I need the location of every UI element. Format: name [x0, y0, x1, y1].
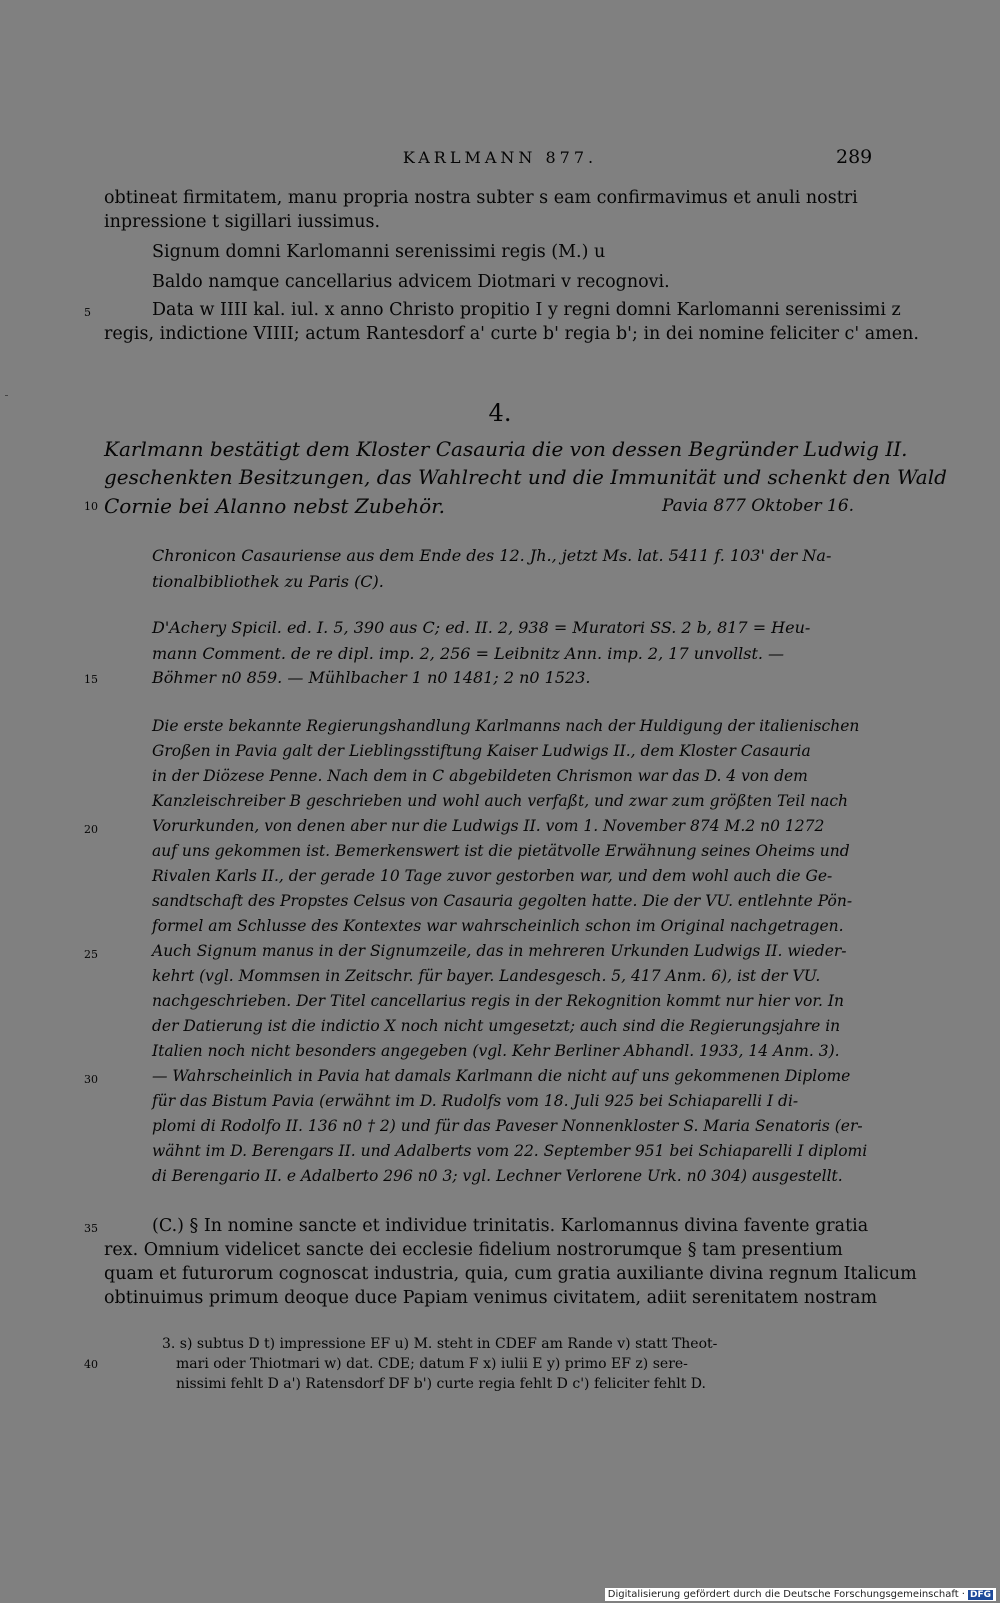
document-number: 4.	[488, 399, 512, 427]
commentary-line: di Berengario II. e Adalberto 296 n0 3; vgl. Lechner Verlorene Urk. n0 304) ausgestellt.	[152, 1167, 843, 1185]
commentary-line: Vorurkunden, von denen aber nur die Ludwigs II. vom 1. November 874 M.2 n0 1272	[152, 817, 825, 835]
signum-line: Signum domni Karlomanni serenissimi regis (M.) u	[152, 242, 606, 262]
margin-mark	[5, 395, 8, 396]
digitization-credit	[605, 1588, 996, 1601]
commentary-line: für das Bistum Pavia (erwähnt im D. Rudolfs vom 18. Juli 925 bei Schiaparelli I di-	[152, 1092, 799, 1110]
credit-text: Digitalisierung gefördert durch die Deutsche Forschungsgemeinschaft ·	[607, 1589, 965, 1600]
tradition-line-2: tionalbibliothek zu Paris (C).	[152, 572, 384, 591]
commentary-line: Rivalen Karls II., der gerade 10 Tage zuvor gestorben war, und dem wohl auch die Ge-	[152, 867, 833, 885]
recognition-line: Baldo namque cancellarius advicem Diotmari v recognovi.	[152, 272, 670, 292]
text-line-3: quam et futurorum cognoscat industria, quia, cum gratia auxiliante divina regnum Italicum	[104, 1264, 917, 1284]
line-number: 20	[84, 823, 98, 836]
commentary-line: Kanzleischreiber B geschrieben und wohl auch verfaßt, und zwar zum größten Teil nach	[152, 792, 849, 810]
commentary-line: Auch Signum manus in der Signumzeile, das in mehreren Urkunden Ludwigs II. wieder-	[152, 942, 847, 960]
running-title: KARLMANN 877.	[402, 148, 598, 167]
line-number: 25	[84, 948, 98, 961]
line-number: 40	[84, 1358, 98, 1371]
commentary-line: Italien noch nicht besonders angegeben (vgl. Kehr Berliner Abhandl. 1933, 14 Anm. 3).	[152, 1042, 840, 1060]
commentary-line: sandtschaft des Propstes Celsus von Casauria gegolten hatte. Die der VU. entlehnte Pön-	[152, 892, 853, 910]
dating-line-1: Data w IIII kal. iul. x anno Christo propitio I y regni domni Karlomanni serenissimi z	[152, 300, 901, 320]
prev-text-line-2: inpressione t sigillari iussimus.	[104, 212, 381, 232]
text-line-1: (C.) § In nomine sancte et individue trinitatis. Karlomannus divina favente gratia	[152, 1216, 869, 1236]
footnote-line-1: 3. s) subtus D t) impressione EF u) M. steht in CDEF am Rande v) statt Theot-	[162, 1336, 718, 1352]
date-place: Pavia 877 Oktober 16.	[662, 496, 855, 516]
prev-text-line-1: obtineat firmitatem, manu propria nostra subter s eam confirmavimus et anuli nostri	[104, 188, 858, 208]
dating-line-2: regis, indictione VIIII; actum Rantesdorf a' curte b' regia b'; in dei nomine feliciter c' amen.	[104, 324, 919, 344]
line-number: 10	[84, 500, 98, 513]
commentary-line: plomi di Rodolfo II. 136 n0 † 2) und für das Paveser Nonnenkloster S. Maria Senatoris (er-	[152, 1117, 863, 1135]
line-number: 5	[84, 306, 91, 319]
commentary-line: kehrt (vgl. Mommsen in Zeitschr. für bayer. Landesgesch. 5, 417 Anm. 6), ist der VU.	[152, 967, 821, 985]
commentary-line: formel am Schlusse des Kontextes war wahrscheinlich schon im Original nachgetragen.	[152, 917, 844, 935]
commentary-line: Die erste bekannte Regierungshandlung Karlmanns nach der Huldigung der italienischen	[152, 717, 860, 735]
commentary-line: — Wahrscheinlich in Pavia hat damals Karlmann die nicht auf uns gekommenen Diplome	[152, 1067, 851, 1085]
commentary-line: wähnt im D. Berengars II. und Adalberts vom 22. September 951 bei Schiaparelli I diplomi	[152, 1142, 868, 1160]
commentary-line: nachgeschrieben. Der Titel cancellarius regis in der Rekognition kommt nur hier vor. In	[152, 992, 845, 1010]
editions-line-2: mann Comment. de re dipl. imp. 2, 256 = Leibnitz Ann. imp. 2, 17 unvollst. —	[152, 644, 785, 663]
dfg-logo-icon: DFG	[969, 1589, 991, 1600]
regest-line-2: geschenkten Besitzungen, das Wahlrecht und die Immunität und schenkt den Wald	[104, 465, 947, 489]
page-number: 289	[836, 146, 873, 168]
commentary-line: auf uns gekommen ist. Bemerkenswert ist die pietätvolle Erwähnung seines Oheims und	[152, 842, 850, 860]
line-number: 35	[84, 1222, 98, 1235]
text-line-2: rex. Omnium videlicet sancte dei ecclesie fidelium nostrorumque § tam presentium	[104, 1240, 843, 1260]
regest-line-1: Karlmann bestätigt dem Kloster Casauria die von dessen Begründer Ludwig II.	[104, 437, 908, 461]
editions-line-1: D'Achery Spicil. ed. I. 5, 390 aus C; ed. II. 2, 938 = Muratori SS. 2 b, 817 = Heu-	[152, 618, 811, 637]
footnote-line-2: mari oder Thiotmari w) dat. CDE; datum F x) iulii E y) primo EF z) sere-	[176, 1356, 688, 1372]
commentary-line: der Datierung ist die indictio X noch nicht umgesetzt; auch sind die Regierungsjahre in	[152, 1017, 841, 1035]
text-line-4: obtinuimus primum deoque duce Papiam venimus civitatem, adiit serenitatem nostram	[104, 1288, 878, 1308]
line-number: 30	[84, 1073, 98, 1086]
editions-line-3: Böhmer n0 859. — Mühlbacher 1 n0 1481; 2 n0 1523.	[152, 668, 591, 687]
regest-line-3: Cornie bei Alanno nebst Zubehör.	[104, 494, 445, 518]
footnote-line-3: nissimi fehlt D a') Ratensdorf DF b') curte regia fehlt D c') feliciter fehlt D.	[176, 1376, 706, 1392]
commentary-line: in der Diözese Penne. Nach dem in C abgebildeten Chrismon war das D. 4 von dem	[152, 767, 808, 785]
line-number: 15	[84, 673, 98, 686]
tradition-line-1: Chronicon Casauriense aus dem Ende des 12. Jh., jetzt Ms. lat. 5411 f. 103' der Na-	[152, 546, 832, 565]
commentary-line: Großen in Pavia galt der Lieblingsstiftung Kaiser Ludwigs II., dem Kloster Casauria	[152, 742, 811, 760]
